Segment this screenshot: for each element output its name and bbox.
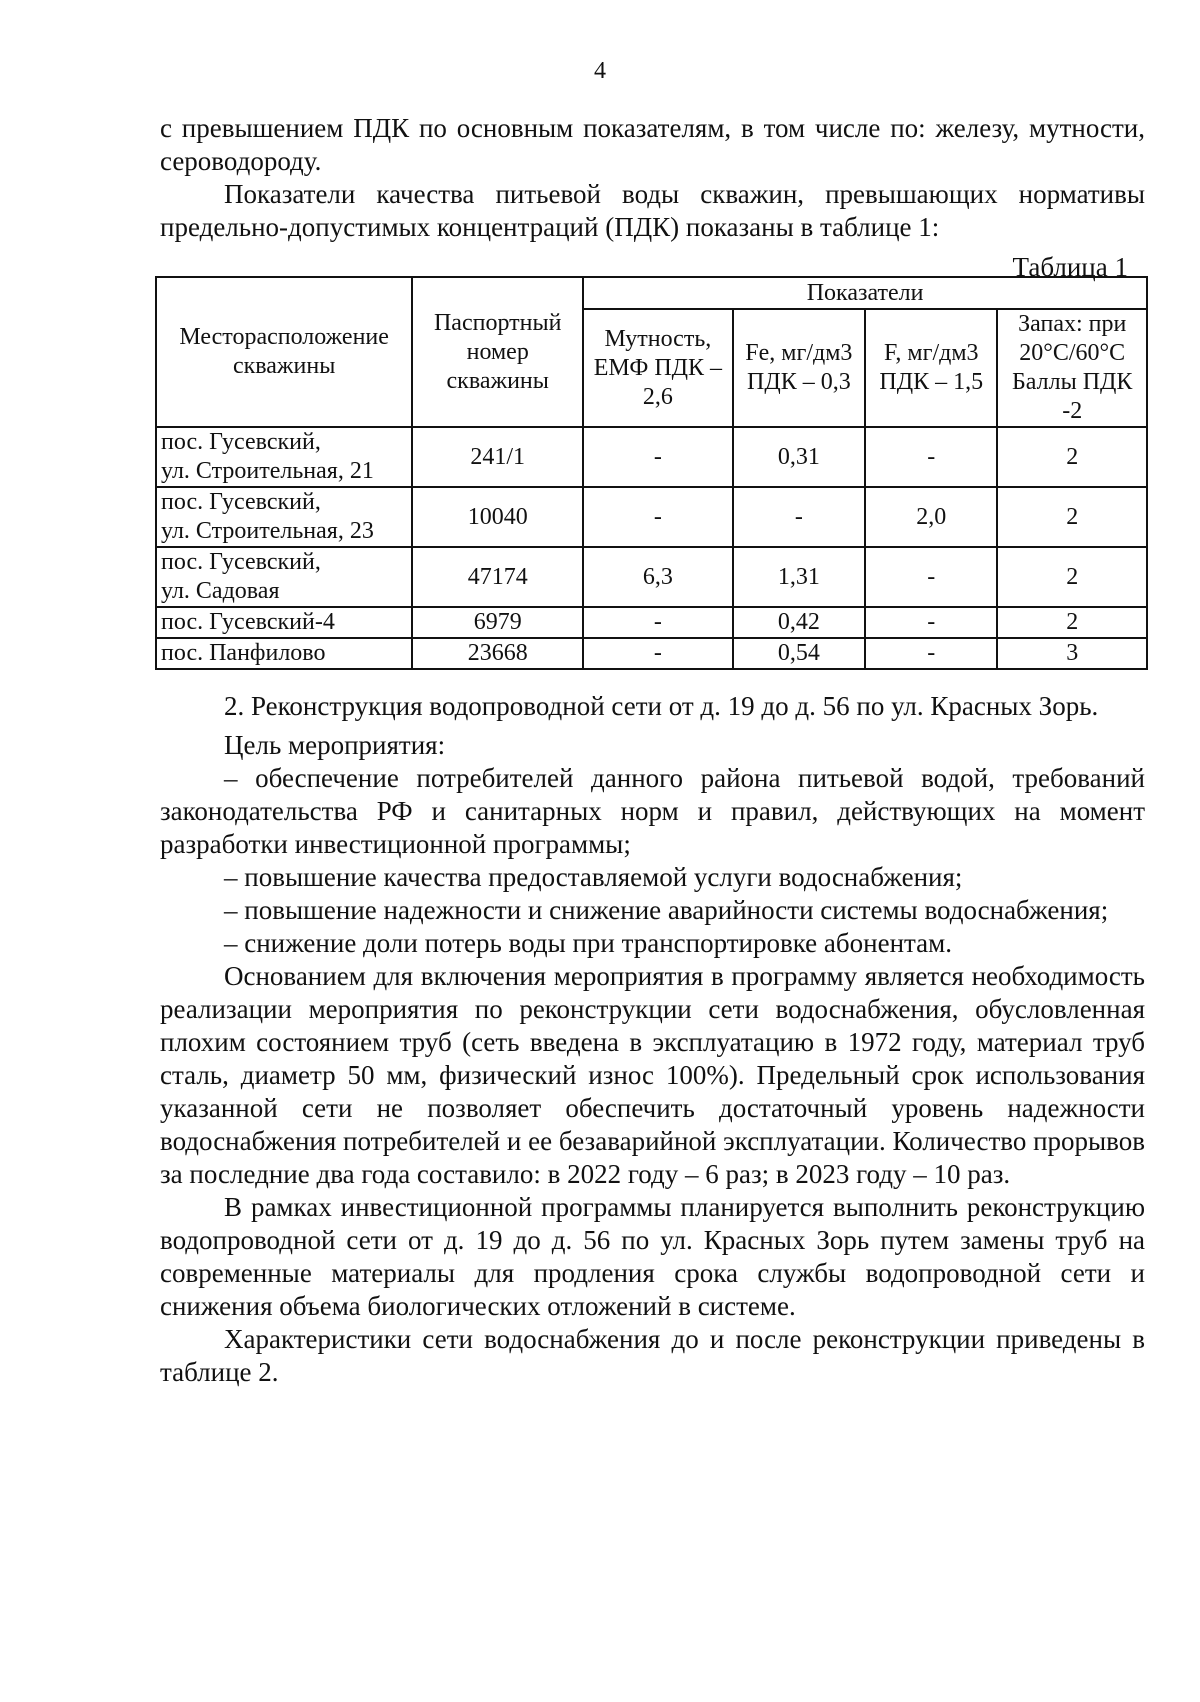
cell-fe: 1,31 xyxy=(733,547,865,607)
cell-f: - xyxy=(865,607,997,638)
cell-fe: 0,31 xyxy=(733,427,865,487)
table-row xyxy=(156,487,1147,547)
cell-location: пос. Панфилово xyxy=(156,638,412,669)
cell-location: пос. Гусевский, ул. Садовая xyxy=(156,547,412,607)
cell-smell: 2 xyxy=(997,427,1147,487)
cell-f: - xyxy=(865,427,997,487)
cell-passport: 47174 xyxy=(412,547,583,607)
cell-smell: 2 xyxy=(997,607,1147,638)
table-1-caption: Таблица 1 xyxy=(1012,252,1128,282)
cell-turbidity: - xyxy=(583,487,733,547)
cell-location: пос. Гусевский-4 xyxy=(156,607,412,638)
main-text xyxy=(160,690,1145,1389)
section-heading-paragraph: 2. Реконструкция водопроводной сети от д. 19 до д. 56 по ул. Красных Зорь. xyxy=(224,691,1099,721)
header-indicators: Показатели xyxy=(583,277,1147,309)
cell-fe: - xyxy=(733,487,865,547)
cell-f: 2,0 xyxy=(865,487,997,547)
table-2-reference-paragraph: Характеристики сети водоснабжения до и после реконструкции приведены в таблице 2. xyxy=(160,1324,1145,1387)
cell-f: - xyxy=(865,547,997,607)
cell-turbidity: - xyxy=(583,638,733,669)
goal-item-2: – повышение качества предоставляемой услуги водоснабжения; xyxy=(224,862,963,892)
header-passport-number: Паспортный номер скважины xyxy=(412,277,583,427)
header-fe: Fe, мг/дм3 ПДК – 0,3 xyxy=(733,309,865,427)
cell-fe: 0,54 xyxy=(733,638,865,669)
cell-smell: 2 xyxy=(997,487,1147,547)
justification-paragraph: Основанием для включения мероприятия в программу является необходимость реализации мероприятия по реконструкции сети водоснабжения, обусловленная плохим состоянием труб (сеть введена в эксплуатацию в 1972 году, материал труб сталь, диаметр 50 мм, физический износ 100%). Предельный срок использования указанной сети не позволяет обеспечить достаточный уровень надежности водоснабжения потребителей и ее безаварийной эксплуатации. Количество прорывов за последние два года составило: в 2022 году – 6 раз; в 2023 году – 10 раз. xyxy=(160,961,1145,1189)
table-row xyxy=(156,638,1147,669)
table-row xyxy=(156,607,1147,638)
goal-item-4: – снижение доли потерь воды при транспортировке абонентам. xyxy=(224,928,952,958)
cell-passport: 23668 xyxy=(412,638,583,669)
intro-text xyxy=(160,112,1145,244)
goal-item-3: – повышение надежности и снижение аварийности системы водоснабжения; xyxy=(224,895,1109,925)
cell-turbidity: 6,3 xyxy=(583,547,733,607)
cell-passport: 241/1 xyxy=(412,427,583,487)
cell-turbidity: - xyxy=(583,607,733,638)
cell-passport: 6979 xyxy=(412,607,583,638)
cell-smell: 3 xyxy=(997,638,1147,669)
table-row xyxy=(156,547,1147,607)
cell-fe: 0,42 xyxy=(733,607,865,638)
cell-location: пос. Гусевский, ул. Строительная, 21 xyxy=(156,427,412,487)
page-number: 4 xyxy=(594,58,606,84)
cell-turbidity: - xyxy=(583,427,733,487)
header-f: F, мг/дм3 ПДК – 1,5 xyxy=(865,309,997,427)
goal-label: Цель мероприятия: xyxy=(224,730,446,760)
plan-paragraph: В рамках инвестиционной программы планируется выполнить реконструкцию водопроводной сети от д. 19 до д. 56 по ул. Красных Зорь путем замены труб на современные материалы для продления срока службы водопроводной сети и снижения объема биологических отложений в системе. xyxy=(160,1192,1145,1321)
header-location: Месторасположение скважины xyxy=(156,277,412,427)
header-smell: Запах: при 20°С/60°С Баллы ПДК -2 xyxy=(997,309,1147,427)
header-turbidity: Мутность, ЕМФ ПДК – 2,6 xyxy=(583,309,733,427)
cell-smell: 2 xyxy=(997,547,1147,607)
cell-passport: 10040 xyxy=(412,487,583,547)
intro-paragraph-1: с превышением ПДК по основным показателям, в том числе по: железу, мутности, сероводороду. xyxy=(160,113,1145,176)
cell-location: пос. Гусевский, ул. Строительная, 23 xyxy=(156,487,412,547)
goal-item-1: – обеспечение потребителей данного района питьевой водой, требований законодательства РФ и санитарных норм и правил, действующих на момент разработки инвестиционной программы; xyxy=(160,763,1145,859)
water-quality-table xyxy=(155,276,1148,670)
table-row xyxy=(156,427,1147,487)
cell-f: - xyxy=(865,638,997,669)
intro-paragraph-2: Показатели качества питьевой воды скважин, превышающих нормативы предельно-допустимых концентраций (ПДК) показаны в таблице 1: xyxy=(160,179,1145,242)
